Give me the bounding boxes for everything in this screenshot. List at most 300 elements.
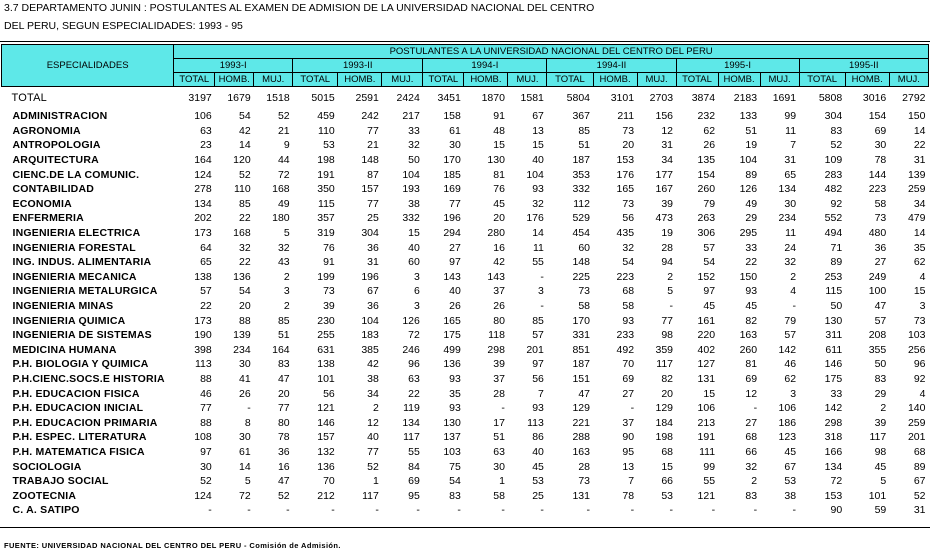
table-cell: 39: [661, 197, 674, 210]
table-cell: 27: [874, 256, 887, 269]
subcol-header: HOMB.: [593, 73, 637, 87]
table-cell: 170: [572, 314, 590, 327]
table-cell: 318: [824, 431, 843, 444]
table-cell: 58: [874, 197, 887, 210]
source-footnote: FUENTE: UNIVERSIDAD NACIONAL DEL CENTRO DEL PERU - Comisión de Admisión.: [4, 541, 341, 550]
table-cell: -: [669, 504, 674, 517]
table-cell: 99: [784, 110, 797, 123]
table-cell: 85: [277, 314, 290, 327]
table-cell: 37: [493, 372, 505, 385]
table-cell: 357: [317, 212, 335, 225]
table-cell: 42: [493, 256, 505, 269]
table-cell: 121: [317, 402, 335, 415]
specialty-label: INGENIERIA QUIMICA: [12, 314, 126, 327]
table-cell: 217: [402, 110, 420, 123]
table-cell: 96: [913, 358, 926, 371]
table-cell: 16: [493, 241, 505, 254]
table-cell: 230: [317, 314, 335, 327]
table-cell: -: [711, 504, 716, 517]
table-cell: 97: [200, 445, 212, 458]
table-cell: 28: [493, 387, 505, 400]
table-cell: 50: [874, 358, 887, 371]
table-cell: 148: [572, 256, 590, 269]
table-cell: 113: [195, 358, 212, 371]
table-cell: 208: [868, 329, 887, 342]
period-header: 1995-I: [676, 59, 799, 73]
table-cell: 93: [449, 372, 461, 385]
table-cell: 138: [194, 270, 212, 283]
subcol-header: TOTAL: [423, 73, 464, 87]
table-row: [2, 401, 929, 416]
table-cell: 67: [784, 460, 797, 473]
table-cell: 65: [200, 256, 212, 269]
table-cell: 2: [751, 475, 758, 488]
specialty-label: ZOOTECNIA: [12, 489, 77, 502]
table-cell: 54: [239, 285, 251, 298]
table-cell: 69: [874, 124, 887, 137]
table-cell: 60: [408, 256, 420, 269]
table-cell: 98: [661, 329, 674, 342]
table-cell: 199: [317, 270, 335, 283]
table-cell: 51: [578, 139, 590, 152]
table-cell: 47: [277, 475, 290, 488]
specialty-label: ADMINISTRACION: [12, 110, 108, 123]
table-cell: -: [753, 504, 758, 517]
table-cell: 41: [239, 372, 251, 385]
table-cell: 2: [283, 300, 290, 313]
table-cell: 80: [493, 314, 505, 327]
table-cell: 60: [578, 241, 590, 254]
table-row: [2, 153, 929, 168]
table-cell: 78: [277, 431, 290, 444]
table-cell: 63: [493, 445, 505, 458]
table-cell: 15: [661, 460, 674, 473]
table-cell: 36: [874, 241, 887, 254]
table-cell: 21: [367, 139, 379, 152]
table-cell: -: [501, 402, 505, 415]
table-cell: 57: [703, 241, 716, 254]
table-cell: 53: [784, 475, 797, 488]
table-cell: 288: [572, 431, 590, 444]
table-cell: 63: [200, 124, 212, 137]
table-cell: 4: [919, 270, 926, 283]
table-cell: 130: [824, 314, 843, 327]
table-cell: 97: [532, 358, 544, 371]
table-cell: 57: [784, 329, 797, 342]
table-cell: 92: [830, 197, 843, 210]
total-cell: 2183: [733, 92, 758, 104]
table-cell: 173: [194, 227, 212, 240]
table-cell: 80: [277, 416, 290, 429]
table-cell: 42: [239, 124, 251, 137]
table-row: [2, 240, 929, 255]
table-cell: 173: [194, 314, 212, 327]
table-cell: 123: [778, 431, 797, 444]
especialidades-header: ESPECIALIDADES: [2, 45, 174, 87]
table-cell: 134: [824, 460, 843, 473]
specialty-label: P.H. EDUCACION INICIAL: [12, 402, 144, 415]
table-cell: 97: [703, 285, 716, 298]
specialty-label: P.H. EDUCACION FISICA: [12, 387, 140, 400]
table-cell: 223: [868, 183, 887, 196]
table-cell: 124: [194, 489, 212, 502]
table-cell: 52: [367, 460, 379, 473]
table-cell: 150: [907, 110, 926, 123]
table-cell: 31: [784, 154, 797, 167]
table-cell: 15: [703, 387, 716, 400]
table-cell: 7: [790, 139, 797, 152]
table-cell: 21: [277, 124, 290, 137]
table-cell: 168: [272, 183, 290, 196]
table-row: [2, 182, 929, 197]
table-cell: 151: [572, 372, 590, 385]
table-cell: 110: [233, 183, 251, 196]
table-cell: 104: [402, 168, 420, 181]
table-cell: 50: [408, 154, 420, 167]
table-cell: 70: [323, 475, 335, 488]
table-cell: 52: [239, 168, 251, 181]
table-cell: 68: [745, 431, 758, 444]
table-cell: 851: [572, 343, 590, 356]
total-label: TOTAL: [11, 92, 47, 104]
table-row: [2, 386, 929, 401]
table-cell: 47: [578, 387, 590, 400]
table-cell: 57: [532, 329, 544, 342]
table-cell: 473: [655, 212, 674, 225]
table-cell: 89: [913, 460, 926, 473]
table-cell: 67: [913, 475, 926, 488]
table-cell: 27: [745, 416, 758, 429]
table-cell: 119: [403, 402, 420, 415]
table-cell: 65: [784, 168, 797, 181]
table-cell: 104: [739, 154, 758, 167]
total-cell: 3451: [437, 92, 461, 104]
table-cell: 54: [622, 256, 635, 269]
table-cell: 44: [277, 154, 290, 167]
table-cell: 73: [323, 285, 335, 298]
table-cell: 45: [493, 197, 505, 210]
table-cell: 45: [703, 300, 716, 313]
table-cell: 30: [493, 460, 505, 473]
table-cell: 19: [745, 139, 758, 152]
table-row: [2, 328, 929, 343]
table-cell: 136: [317, 460, 335, 473]
table-cell: 28: [661, 241, 674, 254]
table-cell: -: [753, 402, 758, 415]
table-cell: -: [540, 270, 544, 283]
table-cell: 134: [778, 183, 797, 196]
table-cell: 306: [697, 227, 716, 240]
table-cell: 137: [443, 431, 461, 444]
table-cell: 211: [617, 110, 635, 123]
table-cell: 234: [778, 212, 797, 225]
table-cell: 103: [907, 329, 926, 342]
table-cell: 92: [913, 372, 926, 385]
table-cell: 221: [572, 416, 590, 429]
table-cell: 280: [487, 227, 505, 240]
table-cell: 14: [532, 227, 544, 240]
table-cell: 115: [825, 285, 843, 298]
table-cell: 97: [449, 256, 461, 269]
table-cell: 115: [318, 197, 335, 210]
subcol-header: MUJ.: [889, 73, 928, 87]
table-cell: 37: [493, 285, 505, 298]
table-cell: 129: [572, 402, 590, 415]
table-cell: 152: [697, 270, 716, 283]
table-cell: 117: [403, 431, 420, 444]
table-cell: 66: [745, 445, 758, 458]
specialty-label: P.H. EDUCACION PRIMARIA: [12, 416, 158, 429]
table-cell: 11: [532, 241, 544, 254]
table-cell: 117: [362, 489, 379, 502]
table-cell: 435: [616, 227, 635, 240]
table-cell: 5: [880, 475, 887, 488]
table-cell: 25: [367, 212, 379, 225]
table-cell: 359: [655, 343, 674, 356]
table-cell: 55: [408, 445, 420, 458]
table-cell: 61: [449, 124, 461, 137]
table-cell: 95: [408, 489, 420, 502]
table-cell: 20: [277, 387, 290, 400]
table-cell: 4: [919, 387, 926, 400]
table-cell: 331: [572, 329, 590, 342]
table-cell: 24: [784, 241, 797, 254]
table-cell: 79: [703, 197, 716, 210]
table-cell: 176: [526, 212, 544, 225]
specialty-label: MEDICINA HUMANA: [12, 343, 117, 356]
table-cell: 85: [239, 197, 251, 210]
table-cell: 134: [194, 197, 212, 210]
table-cell: 54: [449, 475, 461, 488]
table-cell: 256: [907, 343, 926, 356]
table-cell: 47: [874, 300, 887, 313]
table-cell: 30: [449, 139, 461, 152]
table-cell: 56: [532, 372, 544, 385]
table-cell: 298: [487, 343, 505, 356]
table-cell: 45: [532, 460, 544, 473]
table-cell: 45: [784, 445, 797, 458]
table-row: [2, 124, 929, 139]
table-cell: 353: [572, 168, 590, 181]
table-cell: 88: [200, 372, 212, 385]
total-cell: 2424: [396, 92, 420, 104]
table-cell: 22: [200, 300, 212, 313]
table-cell: 143: [487, 270, 505, 283]
table-cell: 109: [824, 154, 843, 167]
table-cell: 552: [824, 212, 843, 225]
table-cell: 26: [449, 300, 461, 313]
table-cell: 198: [317, 154, 335, 167]
table-cell: 167: [655, 183, 674, 196]
table-cell: 72: [277, 168, 290, 181]
table-cell: 11: [785, 227, 797, 240]
table-cell: 111: [699, 445, 716, 458]
table-cell: -: [375, 504, 379, 517]
table-row: [2, 299, 929, 314]
table-cell: 106: [778, 402, 797, 415]
total-cell: 3101: [610, 92, 635, 104]
subcol-header: TOTAL: [174, 73, 215, 87]
table-cell: 298: [824, 416, 843, 429]
table-cell: 56: [622, 212, 635, 225]
subcol-header: TOTAL: [799, 73, 845, 87]
table-cell: 32: [532, 197, 544, 210]
table-cell: 631: [317, 343, 335, 356]
table-cell: 117: [869, 431, 887, 444]
table-cell: -: [247, 402, 251, 415]
table-cell: 83: [745, 489, 758, 502]
total-cell: 5015: [311, 92, 335, 104]
specialty-label: INGENIERIA MINAS: [12, 300, 114, 313]
table-cell: 36: [367, 300, 379, 313]
table-cell: 311: [825, 329, 843, 342]
table-cell: -: [669, 300, 674, 313]
table-cell: 71: [830, 241, 843, 254]
table-cell: 52: [277, 110, 290, 123]
table-cell: 402: [697, 343, 716, 356]
table-cell: 150: [739, 270, 758, 283]
table-row: [2, 503, 929, 518]
table-cell: 32: [239, 241, 251, 254]
table-cell: 127: [697, 358, 716, 371]
table-cell: -: [331, 504, 335, 517]
table-cell: 529: [572, 212, 590, 225]
table-cell: 133: [739, 110, 758, 123]
table-cell: 69: [408, 475, 420, 488]
table-cell: 233: [616, 329, 635, 342]
table-cell: 220: [697, 329, 716, 342]
table-cell: 72: [239, 489, 251, 502]
top-rule: [0, 41, 930, 42]
table-row: [2, 197, 929, 212]
table-cell: 2: [880, 402, 887, 415]
table-cell: 35: [913, 241, 926, 254]
table-cell: 38: [408, 197, 420, 210]
table-cell: 294: [443, 227, 461, 240]
table-cell: 22: [745, 256, 758, 269]
table-cell: 25: [532, 489, 544, 502]
table-cell: 54: [703, 256, 716, 269]
table-row: [2, 270, 929, 285]
table-cell: 213: [697, 416, 716, 429]
table-cell: 57: [874, 314, 887, 327]
table-cell: 5: [667, 285, 674, 298]
table-cell: 77: [661, 314, 674, 327]
table-cell: 175: [824, 372, 843, 385]
table-cell: 3: [414, 270, 420, 283]
table-cell: 39: [493, 358, 505, 371]
table-cell: 13: [532, 124, 544, 137]
table-cell: 15: [493, 139, 505, 152]
table-cell: 148: [361, 154, 379, 167]
total-row: [2, 87, 929, 110]
table-cell: 23: [200, 139, 212, 152]
table-cell: 32: [408, 139, 420, 152]
table-cell: 166: [824, 445, 843, 458]
table-cell: 62: [703, 124, 716, 137]
specialty-label: ARQUITECTURA: [12, 154, 99, 167]
table-cell: 83: [277, 358, 290, 371]
table-cell: 93: [532, 402, 544, 415]
table-cell: 32: [784, 256, 797, 269]
table-cell: 32: [745, 460, 758, 473]
table-cell: 12: [661, 124, 674, 137]
total-cell: 1870: [481, 92, 505, 104]
table-cell: 33: [408, 124, 420, 137]
table-cell: 459: [317, 110, 335, 123]
table-cell: 185: [443, 168, 461, 181]
table-cell: -: [540, 504, 544, 517]
table-cell: 33: [830, 387, 843, 400]
table-cell: 39: [874, 416, 887, 429]
table-cell: -: [208, 504, 212, 517]
table-cell: 295: [739, 227, 758, 240]
table-cell: 52: [913, 489, 926, 502]
table-cell: -: [792, 504, 797, 517]
table-cell: 70: [622, 358, 635, 371]
table-cell: 32: [622, 241, 635, 254]
table-cell: 154: [697, 168, 716, 181]
table-cell: 139: [907, 168, 926, 181]
table-cell: 28: [578, 460, 590, 473]
table-cell: 83: [449, 489, 461, 502]
table-cell: 1: [499, 475, 505, 488]
table-cell: 20: [493, 212, 505, 225]
table-cell: 22: [239, 256, 251, 269]
table-cell: 38: [367, 372, 379, 385]
table-cell: 59: [874, 504, 887, 517]
table-cell: 153: [824, 489, 843, 502]
table-cell: 93: [449, 402, 461, 415]
table-cell: 492: [616, 343, 635, 356]
table-cell: 100: [868, 285, 887, 298]
table-cell: 90: [830, 504, 843, 517]
table-cell: 183: [361, 329, 379, 342]
table-cell: 72: [408, 329, 420, 342]
table-cell: 184: [655, 416, 674, 429]
specialty-label: AGRONOMIA: [12, 124, 81, 137]
table-cell: 6: [414, 285, 420, 298]
table-cell: 165: [616, 183, 635, 196]
table-cell: 31: [661, 139, 674, 152]
table-cell: 62: [784, 372, 797, 385]
table-cell: 146: [824, 358, 843, 371]
table-cell: 3: [414, 300, 420, 313]
table-cell: -: [457, 504, 461, 517]
table-cell: 101: [868, 489, 887, 502]
table-cell: 3: [538, 285, 544, 298]
specialty-label: CONTABILIDAD: [12, 183, 95, 196]
table-cell: 22: [408, 387, 420, 400]
table-cell: 99: [703, 460, 716, 473]
table-cell: 196: [361, 270, 379, 283]
subcol-header: HOMB.: [845, 73, 889, 87]
table-cell: 73: [874, 212, 887, 225]
table-cell: 118: [488, 329, 505, 342]
specialty-label: P.H. MATEMATICA FISICA: [12, 445, 145, 458]
table-cell: 27: [449, 241, 461, 254]
table-cell: 73: [913, 314, 926, 327]
table-cell: 201: [907, 431, 926, 444]
table-cell: 3: [283, 285, 290, 298]
table-cell: 54: [239, 110, 251, 123]
table-cell: 77: [367, 445, 379, 458]
table-cell: 43: [277, 256, 290, 269]
subcol-header: MUJ.: [508, 73, 547, 87]
table-cell: 86: [532, 431, 544, 444]
table-cell: 106: [697, 402, 716, 415]
table-cell: 40: [449, 285, 461, 298]
